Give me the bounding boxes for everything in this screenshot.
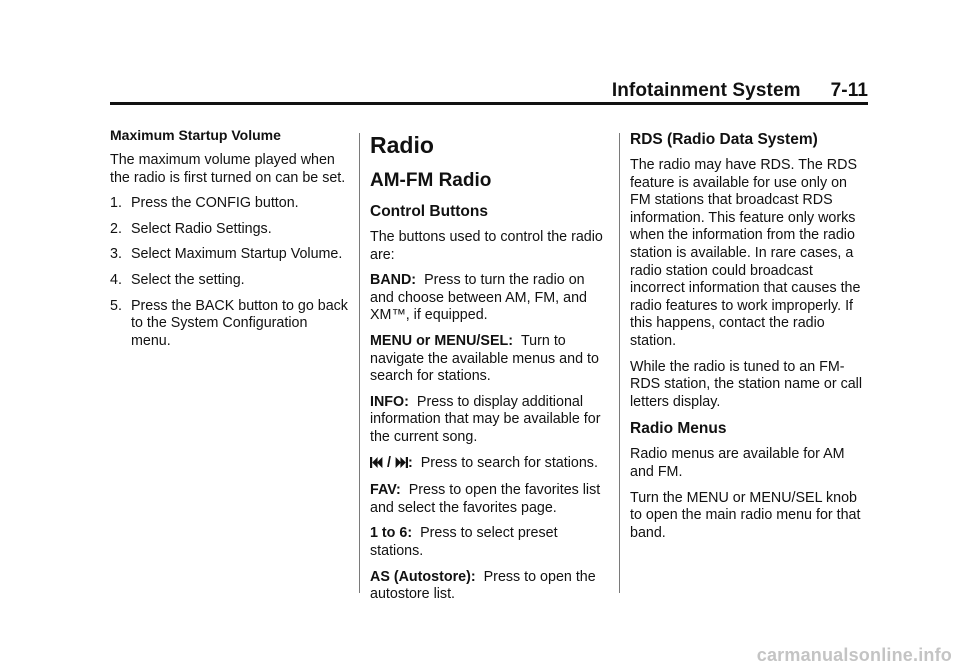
rds-paragraph-2: While the radio is tuned to an FM-RDS station, the station name or call letters display. (630, 358, 863, 410)
control-term: BAND: (370, 272, 417, 289)
control-desc: Turn to navigate the available menus and to search for stations. (370, 332, 599, 385)
seek-back-icon (370, 456, 383, 469)
column-1 (110, 127, 348, 358)
control-desc: Press to open the autostore list. (370, 568, 596, 603)
step-item (110, 298, 348, 351)
radio-menus-paragraph-1: Radio menus are available for AM and FM. (630, 446, 845, 480)
control-item-autostore (370, 569, 610, 604)
control-item-menu (370, 333, 610, 386)
page-number: 7-11 (830, 80, 868, 101)
control-desc: Press to turn the radio on and choose between AM, FM, and XM™, if equipped. (370, 272, 587, 324)
control-term: MENU or MENU/SEL: (370, 332, 513, 349)
column-2 (370, 127, 610, 612)
control-term: : (407, 454, 413, 471)
step-text: Select the setting. (131, 271, 245, 288)
watermark: carmanualsonline.info (756, 645, 952, 665)
control-term: FAV: (370, 482, 401, 499)
control-item-info (370, 394, 610, 447)
step-number: 4. (110, 271, 122, 288)
control-buttons-heading: Control Buttons (370, 203, 488, 220)
page-header (110, 80, 868, 104)
step-item (110, 195, 348, 213)
max-startup-volume-heading: Maximum Startup Volume (110, 127, 281, 143)
step-number: 5. (110, 297, 122, 314)
column-3 (630, 127, 870, 550)
seek-forward-icon (395, 456, 408, 469)
rds-paragraph-1: The radio may have RDS. The RDS feature is available for use only on FM stations that broadcast RDS information. This feature only works when the information from the radio station is available. In rare cases, a radio station could broadcast incorrect information that causes the radio features to work improperly. If this happens, contact the radio station. (630, 157, 861, 349)
header-rule (110, 102, 868, 105)
control-term: INFO: (370, 393, 409, 410)
step-item (110, 272, 348, 290)
control-item-fav (370, 482, 610, 517)
max-startup-volume-intro: The maximum volume played when the radio is first turned on can be set. (110, 152, 346, 186)
step-text: Select Radio Settings. (131, 220, 272, 237)
step-item (110, 246, 348, 264)
step-text: Press the BACK button to go back to the System Configuration menu. (131, 297, 348, 349)
control-term: 1 to 6: (370, 525, 413, 542)
control-desc: Press to display additional information that may be available for the current song. (370, 393, 601, 445)
seek-icons-right (395, 456, 408, 475)
seek-icons (370, 456, 383, 475)
radio-menus-heading: Radio Menus (630, 420, 727, 438)
step-number: 2. (110, 220, 122, 237)
step-text: Press the CONFIG button. (131, 195, 299, 212)
subsection-title-am-fm: AM-FM Radio (370, 170, 492, 191)
control-item-presets (370, 525, 610, 560)
rds-heading: RDS (Radio Data System) (630, 131, 818, 148)
control-item-seek (370, 455, 610, 475)
control-item-band (370, 272, 610, 325)
step-number: 1. (110, 195, 122, 212)
section-title-radio: Radio (370, 132, 434, 158)
step-text: Select Maximum Startup Volume. (131, 246, 343, 263)
header-title-line (612, 80, 868, 102)
control-desc: Press to select preset stations. (370, 525, 558, 559)
header-title: Infotainment System (611, 80, 801, 101)
column-divider-1 (359, 133, 360, 593)
column-divider-2 (619, 133, 620, 593)
step-item (110, 221, 348, 239)
radio-menus-paragraph-2: Turn the MENU or MENU/SEL knob to open the main radio menu for that band. (630, 489, 861, 541)
step-number: 3. (110, 246, 122, 263)
control-buttons-intro: The buttons used to control the radio are: (370, 229, 603, 263)
control-desc: Press to search for stations. (420, 454, 598, 471)
seek-separator: / (386, 454, 391, 471)
control-desc: Press to open the favorites list and select the favorites page. (370, 482, 601, 516)
steps-list (110, 195, 348, 350)
control-term: AS (Autostore): (370, 568, 476, 585)
